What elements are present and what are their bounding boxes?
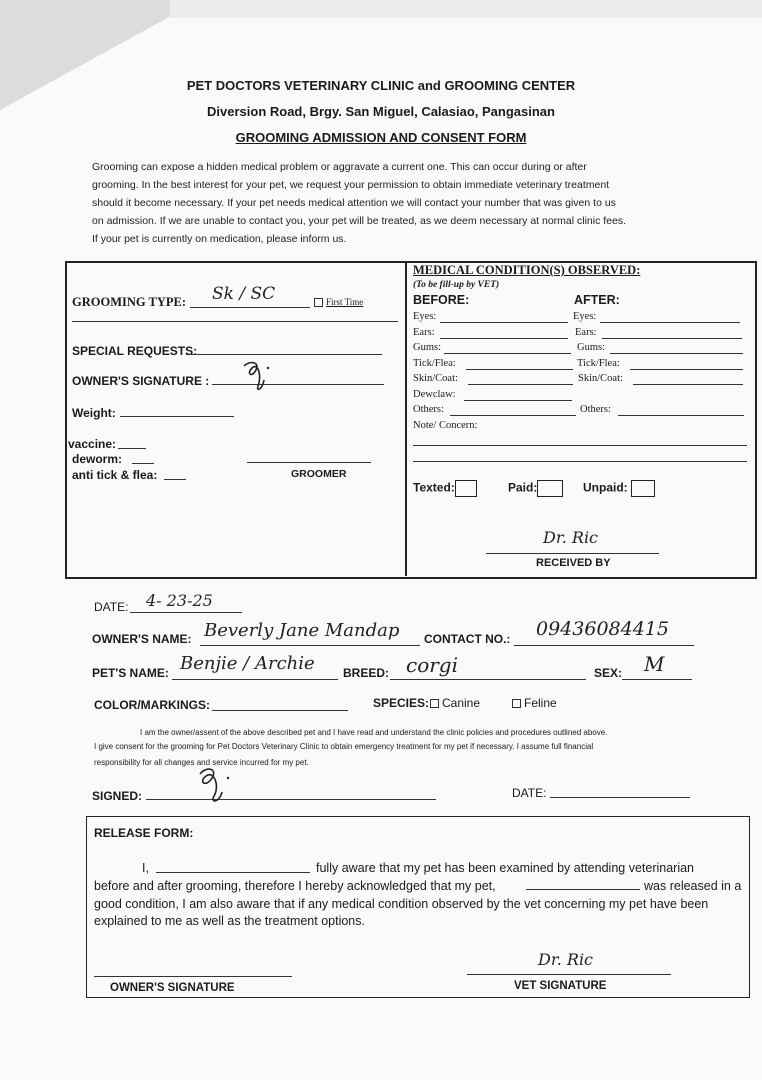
date-value: 4- 23-25	[146, 591, 213, 610]
clinic-name: PET DOCTORS VETERINARY CLINIC and GROOMING CENTER	[186, 78, 576, 93]
deworm-label: deworm:	[72, 452, 123, 466]
intro-line: grooming. In the best interest for your pet, we request your permission to obtain immediate veterinary treatment	[92, 179, 610, 191]
before-tick-label: Tick/Flea:	[413, 358, 456, 369]
after-skin-field[interactable]	[633, 384, 743, 385]
note-label: Note/ Concern:	[413, 420, 478, 431]
color-markings-field[interactable]	[212, 710, 348, 711]
species-canine-checkbox[interactable]	[430, 696, 480, 710]
date-field[interactable]	[130, 612, 242, 613]
signed-signature-scribble	[190, 764, 234, 810]
note-line-1[interactable]	[413, 445, 747, 446]
before-gums-label: Gums:	[413, 342, 442, 353]
note-line-2[interactable]	[413, 461, 747, 462]
vet-signature-field[interactable]	[467, 974, 671, 975]
after-label: AFTER:	[574, 293, 620, 307]
intro-paragraph	[92, 158, 704, 248]
after-tick-label: Tick/Flea:	[577, 358, 620, 369]
after-others-label: Others:	[580, 404, 611, 415]
anti-tick-label: anti tick & flea:	[72, 468, 158, 482]
before-label: BEFORE:	[413, 293, 470, 307]
after-tick-field[interactable]	[630, 369, 743, 370]
before-dewclaw-label: Dewclaw:	[413, 389, 456, 400]
after-ears-label: Ears:	[575, 327, 597, 338]
paid-label: Paid:	[508, 480, 538, 495]
release-owner-signature-field[interactable]	[94, 976, 292, 977]
release-pet-name-field[interactable]	[526, 889, 640, 890]
pet-name-value: Benjie / Archie	[180, 653, 315, 674]
release-line1-b: fully aware that my pet has been examined by attending veterinarian	[316, 861, 695, 875]
release-owner-signature-label: OWNER'S SIGNATURE	[110, 982, 235, 994]
anti-tick-field[interactable]	[164, 479, 186, 480]
received-by-signature: Dr. Ric	[543, 528, 599, 547]
release-owner-name-field[interactable]	[156, 872, 310, 873]
special-requests-label: SPECIAL REQUESTS:	[72, 344, 198, 358]
checkbox-icon	[631, 480, 655, 497]
special-requests-field[interactable]	[186, 354, 382, 355]
paid-checkbox[interactable]	[508, 480, 563, 497]
breed-field[interactable]	[390, 679, 586, 680]
pet-name-label: PET'S NAME:	[92, 666, 169, 680]
form-title: GROOMING ADMISSION AND CONSENT FORM	[235, 130, 527, 145]
release-line2-a: before and after grooming, therefore I hereby acknowledged that my pet,	[94, 879, 496, 893]
release-line3: good condition, I am also aware that if any medical condition observed by the vet concerning my pet have been	[94, 897, 709, 911]
breed-label: BREED:	[343, 666, 390, 680]
grooming-type-extra-line	[72, 321, 398, 322]
clinic-address: Diversion Road, Brgy. San Miguel, Calasiao, Pangasinan	[207, 104, 555, 119]
checkbox-icon	[512, 699, 521, 708]
before-eyes-label: Eyes:	[413, 311, 437, 322]
checkbox-icon	[430, 699, 439, 708]
groomer-signature-field[interactable]	[247, 462, 371, 463]
before-eyes-field[interactable]	[440, 322, 568, 323]
first-time-checkbox[interactable]	[314, 297, 363, 307]
consent-line-1: I am the owner/assent of the above described pet and I have read and understand the clinic policies and procedures outlined above.	[140, 728, 608, 737]
release-line1-a: I,	[142, 861, 149, 875]
before-dewclaw-field[interactable]	[464, 400, 572, 401]
vet-signature-value: Dr. Ric	[538, 950, 594, 969]
grooming-type-label: GROOMING TYPE:	[72, 295, 187, 309]
after-gums-label: Gums:	[577, 342, 606, 353]
signed-label: SIGNED:	[92, 789, 143, 803]
texted-label: Texted:	[413, 480, 455, 495]
owner-name-label: OWNER'S NAME:	[92, 632, 192, 646]
contact-field[interactable]	[514, 645, 694, 646]
color-markings-label: COLOR/MARKINGS:	[94, 698, 210, 712]
weight-field[interactable]	[120, 416, 234, 417]
texted-checkbox[interactable]	[413, 480, 477, 497]
species-feline-label: Feline	[524, 696, 557, 710]
vet-signature-label: VET SIGNATURE	[514, 980, 607, 992]
sex-value: M	[644, 652, 665, 676]
consent-line-3: responsibility for all changes and service incurred for my pet.	[94, 758, 309, 767]
medical-title: MEDICAL CONDITION(S) OBSERVED:	[413, 263, 641, 277]
release-line2-b: was released in a	[644, 879, 742, 893]
deworm-field[interactable]	[132, 463, 154, 464]
pet-name-field[interactable]	[172, 679, 338, 680]
signed-date-field[interactable]	[550, 797, 690, 798]
before-others-field[interactable]	[450, 415, 576, 416]
before-ears-field[interactable]	[440, 338, 568, 339]
release-line4: explained to me as well as the treatment options.	[94, 914, 365, 928]
checkbox-icon	[537, 480, 563, 497]
before-others-label: Others:	[413, 404, 444, 415]
after-ears-field[interactable]	[602, 338, 742, 339]
first-time-label: First Time	[326, 297, 364, 307]
received-by-field[interactable]	[486, 553, 659, 554]
checkbox-icon	[314, 298, 323, 307]
after-eyes-field[interactable]	[600, 322, 740, 323]
owner-name-field[interactable]	[200, 645, 420, 646]
species-feline-checkbox[interactable]	[512, 696, 557, 710]
vaccine-field[interactable]	[118, 448, 146, 449]
before-skin-label: Skin/Coat:	[413, 373, 458, 384]
column-divider	[405, 262, 407, 576]
grooming-type-line	[190, 307, 310, 308]
checkbox-icon	[455, 480, 477, 497]
after-gums-field[interactable]	[610, 353, 743, 354]
grooming-type-value[interactable]: Sk / SC	[212, 284, 276, 304]
sex-label: SEX:	[594, 666, 623, 680]
release-title: RELEASE FORM:	[94, 826, 194, 840]
after-skin-label: Skin/Coat:	[578, 373, 623, 384]
received-by-label: RECEIVED BY	[536, 557, 611, 569]
groomer-label: GROOMER	[291, 468, 347, 480]
species-label: SPECIES:	[373, 696, 430, 710]
signed-date-label: DATE:	[512, 786, 547, 800]
unpaid-label: Unpaid:	[583, 480, 628, 495]
after-eyes-label: Eyes:	[573, 311, 597, 322]
species-canine-label: Canine	[442, 696, 481, 710]
contact-label: CONTACT NO.:	[424, 632, 511, 646]
breed-value: corgi	[406, 653, 459, 677]
medical-subtitle: (To be fill-up by VET)	[413, 280, 500, 290]
owner-signature-scribble	[236, 356, 276, 398]
after-others-field[interactable]	[618, 415, 744, 416]
intro-line: If your pet is currently on medication, please inform us.	[92, 233, 347, 245]
date-label: DATE:	[94, 600, 129, 614]
before-ears-label: Ears:	[413, 327, 435, 338]
sex-field[interactable]	[622, 679, 692, 680]
unpaid-checkbox[interactable]	[583, 480, 655, 497]
page-shadow	[170, 0, 762, 18]
intro-line: Grooming can expose a hidden medical problem or aggravate a current one. This can occur during or after	[92, 161, 587, 173]
owner-signature-label: OWNER'S SIGNATURE :	[72, 374, 210, 388]
before-tick-field[interactable]	[466, 369, 573, 370]
intro-line: should it become necessary. If your pet needs medical attention we will contact your number that was given to us	[92, 197, 616, 209]
owner-name-value: Beverly Jane Mandap	[204, 620, 400, 641]
intro-line: on admission. If we are unable to contact you, your pet will be treated, as we deem necessary at normal clinic fees.	[92, 215, 627, 227]
weight-label: Weight:	[72, 406, 116, 420]
before-skin-field[interactable]	[468, 384, 573, 385]
contact-value: 09436084415	[536, 618, 669, 640]
vaccine-label: vaccine:	[68, 437, 117, 451]
before-gums-field[interactable]	[444, 353, 571, 354]
consent-line-2: I give consent for the grooming for Pet Doctors Veterinary Clinic to obtain emergency treatment for my pet if necessary. I assume full financial	[94, 742, 594, 751]
